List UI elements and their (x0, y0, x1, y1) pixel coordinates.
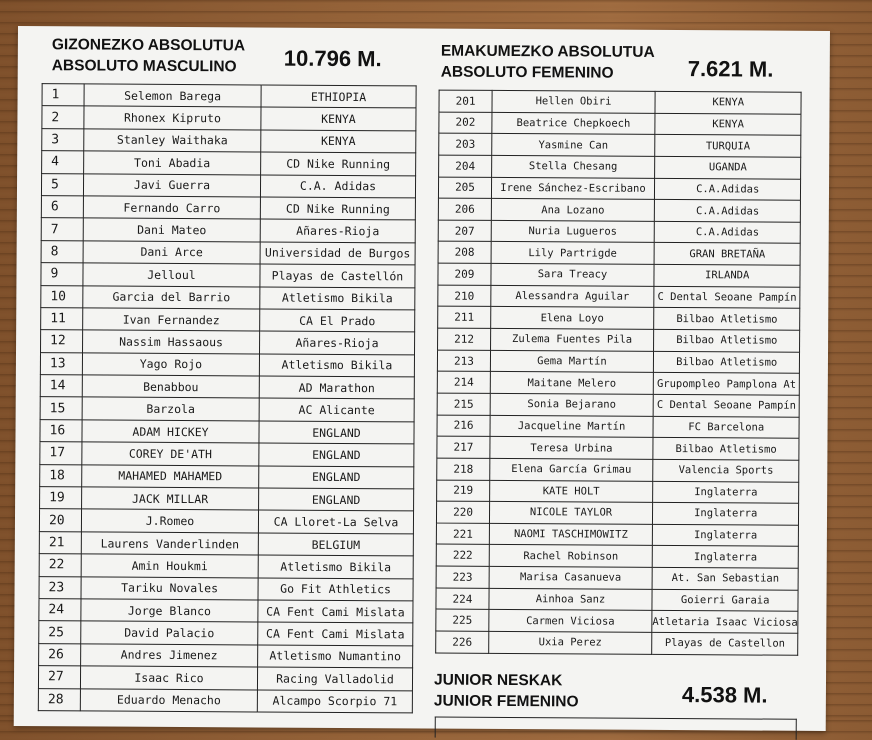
club-name: ENGLAND (259, 443, 414, 466)
women-distance: 7.621 M. (687, 56, 774, 82)
bib-number: 226 (436, 631, 489, 653)
table-row (40, 464, 414, 489)
athlete-name: Garcia del Barrio (83, 285, 260, 308)
athlete-name: Amin Houkmi (81, 554, 258, 577)
bib-number: 18 (40, 464, 82, 487)
junior-section-title (434, 670, 579, 713)
table-row (438, 177, 801, 201)
club-name: Atletismo Bikila (258, 555, 413, 578)
athlete-name: NICOLE TAYLOR (489, 502, 652, 525)
club-name: Bilbao Atletismo (653, 351, 800, 374)
athlete-name: Elena García Grimau (490, 458, 653, 481)
table-row (438, 198, 801, 222)
table-row (39, 643, 413, 668)
athlete-name: Stella Chesang (492, 155, 655, 178)
men-results-table (38, 83, 417, 713)
table-row (437, 393, 800, 417)
table-row (40, 487, 414, 512)
athlete-name: Eduardo Menacho (80, 688, 257, 711)
table-row (39, 531, 413, 556)
bib-number: 7 (41, 218, 83, 241)
athlete-name: Laurens Vanderlinden (81, 532, 258, 555)
athlete-name: Yago Rojo (82, 353, 259, 376)
women-title-spanish: ABSOLUTO FEMENINO (440, 63, 614, 82)
table-row (437, 458, 800, 482)
bib-number: 22 (39, 554, 81, 577)
club-name: CD Nike Running (260, 197, 415, 220)
table-row (41, 308, 415, 333)
table-row (39, 554, 413, 579)
club-name: KENYA (655, 113, 802, 136)
club-name: Añares-Rioja (260, 331, 415, 354)
bib-number: 209 (438, 263, 491, 285)
athlete-name: Marisa Casanueva (489, 566, 652, 589)
bib-number: 24 (39, 599, 81, 622)
bib-number: 1 (42, 84, 84, 107)
club-name: FC Barcelona (653, 416, 800, 439)
club-name: Bilbao Atletismo (654, 308, 801, 331)
table-row (41, 285, 415, 310)
table-row (436, 609, 799, 633)
club-name: AC Alicante (259, 398, 414, 421)
club-name: CA Lloret-La Selva (258, 510, 413, 533)
table-row (437, 436, 800, 460)
table-row (39, 621, 413, 646)
table-row (41, 263, 415, 288)
table-row (41, 173, 415, 198)
bib-number: 216 (437, 415, 490, 437)
athlete-name: COREY DE'ATH (82, 442, 259, 465)
club-name: KENYA (655, 91, 802, 114)
men-distance: 10.796 M. (283, 45, 382, 72)
junior-title-spanish: JUNIOR FEMENINO (433, 692, 579, 711)
athlete-name: Yasmine Can (492, 134, 655, 157)
club-name: C Dental Seoane Pampín (654, 286, 801, 309)
club-name: IRLANDA (654, 265, 801, 288)
table-row (438, 306, 801, 330)
club-name: ETHIOPIA (261, 85, 416, 108)
club-name: KENYA (261, 107, 416, 130)
men-title-basque: GIZONEZKO ABSOLUTUA (51, 36, 246, 55)
club-name: Inglaterra (652, 546, 799, 569)
bib-number: 220 (436, 501, 489, 523)
athlete-name: Irene Sánchez-Escribano (491, 177, 654, 200)
athlete-name: Teresa Urbina (490, 437, 653, 460)
athlete-name: Zulema Fuentes Pila (491, 328, 654, 351)
club-name: C.A.Adidas (654, 178, 801, 201)
women-section-title (441, 41, 655, 84)
athlete-name: Toni Abadia (84, 151, 261, 174)
bib-number: 13 (40, 352, 82, 375)
bib-number: 19 (40, 487, 82, 510)
men-section-title (52, 34, 245, 77)
athlete-name: Alessandra Aguilar (491, 285, 654, 308)
club-name: UGANDA (655, 156, 802, 179)
bib-number: 15 (40, 397, 82, 420)
athlete-name: KATE HOLT (490, 480, 653, 503)
bib-number: 202 (439, 112, 492, 134)
athlete-name: Stanley Waithaka (84, 129, 261, 152)
club-name: C.A. Adidas (260, 175, 415, 198)
bib-number: 26 (39, 643, 81, 666)
athlete-name: Sonia Bejarano (490, 393, 653, 416)
bib-number: 27 (38, 666, 80, 689)
bib-number: 218 (437, 458, 490, 480)
club-name: BELGIUM (258, 533, 413, 556)
athlete-name: Ainhoa Sanz (489, 588, 652, 611)
bib-number: 206 (438, 198, 491, 220)
bib-number: 204 (439, 155, 492, 177)
bib-number: 210 (438, 285, 491, 307)
athlete-name: ADAM HICKEY (82, 420, 259, 443)
club-name: Playas de Castellon (652, 632, 799, 655)
club-name: Atletismo Bikila (259, 354, 414, 377)
club-name: CD Nike Running (261, 152, 416, 175)
athlete-name: David Palacio (81, 621, 258, 644)
club-name: Inglaterra (652, 524, 799, 547)
bib-number: 213 (437, 350, 490, 372)
bib-number: 23 (39, 576, 81, 599)
athlete-name: J.Romeo (81, 509, 258, 532)
athlete-name: Tariku Novales (81, 576, 258, 599)
table-row (438, 263, 801, 287)
table-row (437, 350, 800, 374)
bib-number: 4 (42, 151, 84, 174)
club-name: Alcampo Scorpio 71 (257, 690, 412, 713)
athlete-name: Ivan Fernandez (83, 308, 260, 331)
athlete-name: Lily Partrigde (491, 242, 654, 265)
table-row (438, 285, 801, 309)
table-row (437, 480, 800, 504)
athlete-name: MAHAMED MAHAMED (82, 465, 259, 488)
bib-number: 215 (437, 393, 490, 415)
athlete-name: Maitane Melero (490, 372, 653, 395)
club-name: CA Fent Cami Mislata (258, 622, 413, 645)
bib-number: 207 (438, 220, 491, 242)
athlete-name: Benabbou (82, 375, 259, 398)
club-name: Bilbao Atletismo (654, 329, 801, 352)
club-name: ENGLAND (259, 488, 414, 511)
bib-number: 208 (438, 242, 491, 264)
athlete-name: Javi Guerra (83, 173, 260, 196)
bib-number: 225 (436, 609, 489, 631)
bib-number: 28 (38, 688, 80, 711)
athlete-name: Uxia Perez (489, 631, 652, 654)
club-name: Bilbao Atletismo (653, 438, 800, 461)
table-row (438, 328, 801, 352)
bib-number: 16 (40, 420, 82, 443)
club-name: C Dental Seoane Pampín (653, 394, 800, 417)
club-name: Valencia Sports (653, 459, 800, 482)
table-row (439, 112, 802, 136)
athlete-name: Carmen Viciosa (489, 610, 652, 633)
bib-number: 205 (438, 177, 491, 199)
bib-number: 12 (41, 330, 83, 353)
club-name: AD Marathon (259, 376, 414, 399)
athlete-name: Barzola (82, 397, 259, 420)
table-row (437, 415, 800, 439)
athlete-name: NAOMI TASCHIMOWITZ (489, 523, 652, 546)
bib-number: 214 (437, 371, 490, 393)
table-row (436, 588, 799, 612)
table-row (42, 128, 416, 153)
club-name: Goierri Garaia (652, 589, 799, 612)
table-row (436, 501, 799, 525)
junior-table-top (435, 717, 797, 740)
club-name: Añares-Rioja (260, 219, 415, 242)
athlete-name: Jelloul (83, 263, 260, 286)
club-name: At. San Sebastian (652, 567, 799, 590)
table-row (40, 352, 414, 377)
athlete-name: Rachel Robinson (489, 545, 652, 568)
table-row (42, 106, 416, 131)
results-sheet (14, 26, 830, 731)
athlete-name: Nuria Lugueros (491, 220, 654, 243)
club-name: KENYA (261, 130, 416, 153)
athlete-name: Dani Mateo (83, 218, 260, 241)
table-row (436, 566, 799, 590)
table-row (42, 84, 416, 109)
athlete-name: Fernando Carro (83, 196, 260, 219)
table-row (40, 375, 414, 400)
junior-title-basque: JUNIOR NESKAK (433, 671, 563, 690)
athlete-name: Rhonex Kipruto (84, 106, 261, 129)
club-name: C.A.Adidas (654, 221, 801, 244)
table-row (41, 240, 415, 265)
club-name: TURQUIA (655, 135, 802, 158)
athlete-name: Isaac Rico (80, 666, 257, 689)
bib-number: 222 (436, 545, 489, 567)
table-row (438, 220, 801, 244)
table-row (439, 133, 802, 157)
club-name: ENGLAND (259, 421, 414, 444)
club-name: Go Fit Athletics (258, 578, 413, 601)
bib-number: 8 (41, 240, 83, 263)
table-row (38, 688, 412, 713)
bib-number: 17 (40, 442, 82, 465)
athlete-name: Jorge Blanco (81, 599, 258, 622)
bib-number: 211 (438, 306, 491, 328)
bib-number: 20 (39, 509, 81, 532)
athlete-name: Nassim Hassaous (83, 330, 260, 353)
club-name: CA Fent Cami Mislata (258, 600, 413, 623)
table-row (40, 442, 414, 467)
club-name: Racing Valladolid (257, 667, 412, 690)
bib-number: 2 (42, 106, 84, 129)
athlete-name: Jacqueline Martín (490, 415, 653, 438)
bib-number: 10 (41, 285, 83, 308)
bib-number: 5 (41, 173, 83, 196)
club-name: Inglaterra (652, 503, 799, 526)
table-row (41, 196, 415, 221)
athlete-name: Elena Loyo (491, 307, 654, 330)
table-row (438, 242, 801, 266)
table-row (40, 397, 414, 422)
bib-number: 221 (436, 523, 489, 545)
bib-number: 219 (437, 480, 490, 502)
junior-distance: 4.538 M. (681, 682, 768, 708)
club-name: Atletismo Numantino (258, 645, 413, 668)
athlete-name: Gema Martín (490, 350, 653, 373)
club-name: CA El Prado (260, 309, 415, 332)
club-name: Universidad de Burgos (260, 242, 415, 265)
bib-number: 25 (39, 621, 81, 644)
table-row (436, 545, 799, 569)
bib-number: 212 (438, 328, 491, 350)
bib-number: 11 (41, 308, 83, 331)
table-row (439, 155, 802, 179)
table-row (40, 420, 414, 445)
table-row (41, 330, 415, 355)
athlete-name: Andres Jimenez (81, 644, 258, 667)
athlete-name: Sara Treacy (491, 264, 654, 287)
club-name: Playas de Castellón (260, 264, 415, 287)
table-row (41, 218, 415, 243)
bib-number: 224 (436, 588, 489, 610)
bib-number: 223 (436, 566, 489, 588)
bib-number: 9 (41, 263, 83, 286)
bib-number: 217 (437, 436, 490, 458)
athlete-name: Ana Lozano (491, 199, 654, 222)
men-title-spanish: ABSOLUTO MASCULINO (51, 57, 237, 76)
table-row (38, 666, 412, 691)
club-name: Atletaria Isaac Viciosa (652, 611, 799, 634)
table-row (39, 599, 413, 624)
athlete-name: Selemon Barega (84, 84, 261, 107)
table-row (436, 523, 799, 547)
table-row (39, 576, 413, 601)
bib-number: 6 (41, 196, 83, 219)
table-row (39, 509, 413, 534)
club-name: Atletismo Bikila (260, 286, 415, 309)
athlete-name: JACK MILLAR (82, 487, 259, 510)
athlete-name: Beatrice Chepkoech (492, 112, 655, 135)
club-name: GRAN BRETAÑA (654, 243, 801, 266)
women-title-basque: EMAKUMEZKO ABSOLUTUA (440, 42, 655, 61)
club-name: Inglaterra (653, 481, 800, 504)
bib-number: 14 (40, 375, 82, 398)
table-row (437, 371, 800, 395)
table-row (42, 151, 416, 176)
bib-number: 21 (39, 531, 81, 554)
bib-number: 203 (439, 133, 492, 155)
table-row (439, 90, 802, 114)
club-name: C.A.Adidas (654, 200, 801, 223)
women-results-table (435, 90, 802, 656)
club-name: Grupompleo Pamplona At (653, 373, 800, 396)
table-row (436, 631, 799, 655)
bib-number: 201 (439, 90, 492, 112)
athlete-name: Dani Arce (83, 241, 260, 264)
athlete-name: Hellen Obiri (492, 90, 655, 113)
club-name: ENGLAND (259, 466, 414, 489)
bib-number: 3 (42, 128, 84, 151)
